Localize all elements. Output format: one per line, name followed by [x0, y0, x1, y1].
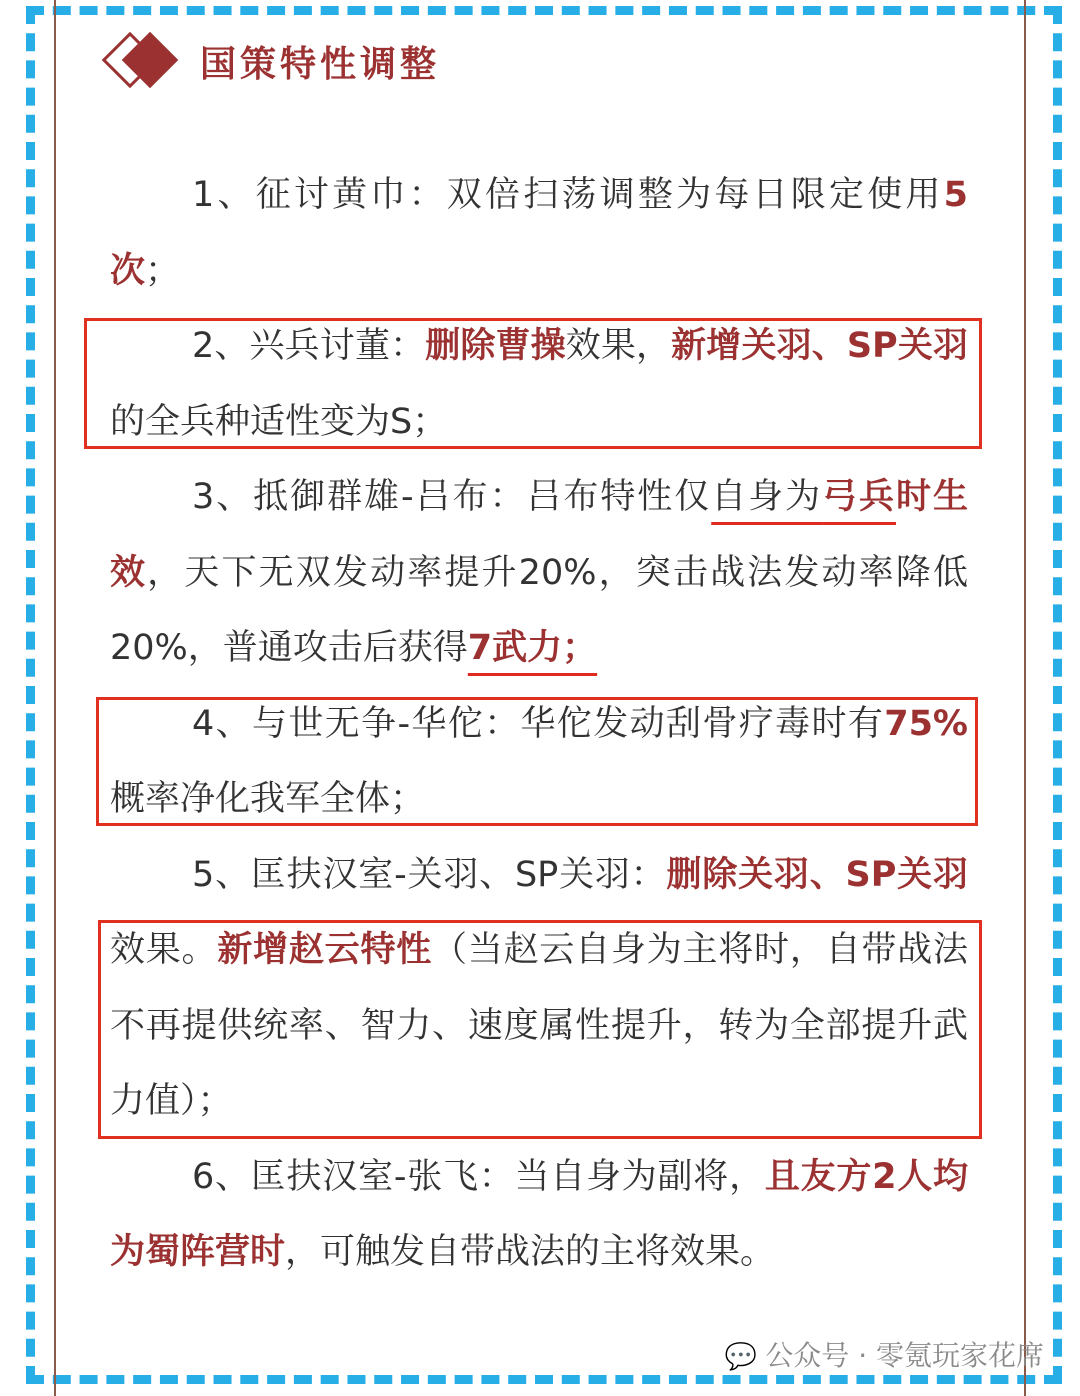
item-3-highlight-end: 7武力； — [467, 628, 598, 668]
highlight-box-item-2 — [84, 318, 982, 449]
item-4-text: 4、与世无争-华佗：华佗发动刮骨疗毒时有 — [192, 703, 885, 744]
item-2-highlight-1: 删除曹操 — [425, 326, 566, 366]
left-rule — [54, 0, 56, 1396]
item-2-highlight-2: 新增关羽、SP关羽 — [671, 326, 968, 366]
item-3-highlight-underline: 弓兵 — [822, 477, 897, 517]
item-5-text-mid: 效果。 — [110, 930, 218, 970]
item-5-text-end: （当赵云自身为主将时，自带战法不再提供统率、智力、速度属性提升，转为全部提升武力值）； — [110, 930, 968, 1121]
item-3-text: 3、抵御群雄-吕布：吕布特性仅 — [192, 477, 712, 517]
item-5-text: 5、匡扶汉室-关羽、SP关羽： — [192, 854, 667, 895]
right-rule — [1024, 0, 1026, 1396]
list-item-6 — [110, 1140, 968, 1291]
list-item-1 — [110, 158, 968, 309]
item-3-text-mid: ，天下无双发动率提升20%，突击战法发动率降低20%，普通攻击后获得 — [110, 552, 968, 668]
wechat-icon: 💬 — [724, 1342, 758, 1372]
list-item-3 — [110, 460, 968, 687]
item-1-text-end: ； — [145, 250, 181, 291]
section-title: 国策特性调整 — [200, 44, 441, 85]
item-4-highlight: 75% — [884, 703, 968, 744]
item-6-highlight: 且友方2人均为蜀阵营时 — [110, 1156, 969, 1272]
item-6-text: 6、匡扶汉室-张飞：当自身为副将， — [192, 1156, 765, 1197]
item-2-text: 2、兴兵讨董： — [192, 326, 426, 366]
watermark — [725, 1334, 1044, 1374]
highlight-box-item-4 — [96, 697, 978, 826]
item-3-highlight: 时生效 — [110, 477, 968, 593]
item-4-text-end: 概率净化我军全体； — [110, 779, 426, 819]
item-3-underline: 自身为 — [711, 477, 823, 517]
item-1-highlight: 5次 — [110, 175, 968, 291]
watermark-text: 公众号 · 零氪玩家花席 — [765, 1339, 1044, 1372]
highlight-box-item-5 — [98, 920, 982, 1139]
item-5-highlight-1: 删除关羽、SP关羽 — [666, 854, 968, 895]
item-6-text-end: ，可触发自带战法的主将效果。 — [285, 1232, 776, 1272]
item-2-text-mid: 效果， — [565, 326, 672, 366]
item-2-text-end: 的全兵种适性变为S； — [110, 401, 448, 442]
item-5-highlight-2: 新增赵云特性 — [217, 930, 433, 970]
item-1-text: 1、征讨黄巾：双倍扫荡调整为每日限定使用 — [192, 175, 944, 215]
